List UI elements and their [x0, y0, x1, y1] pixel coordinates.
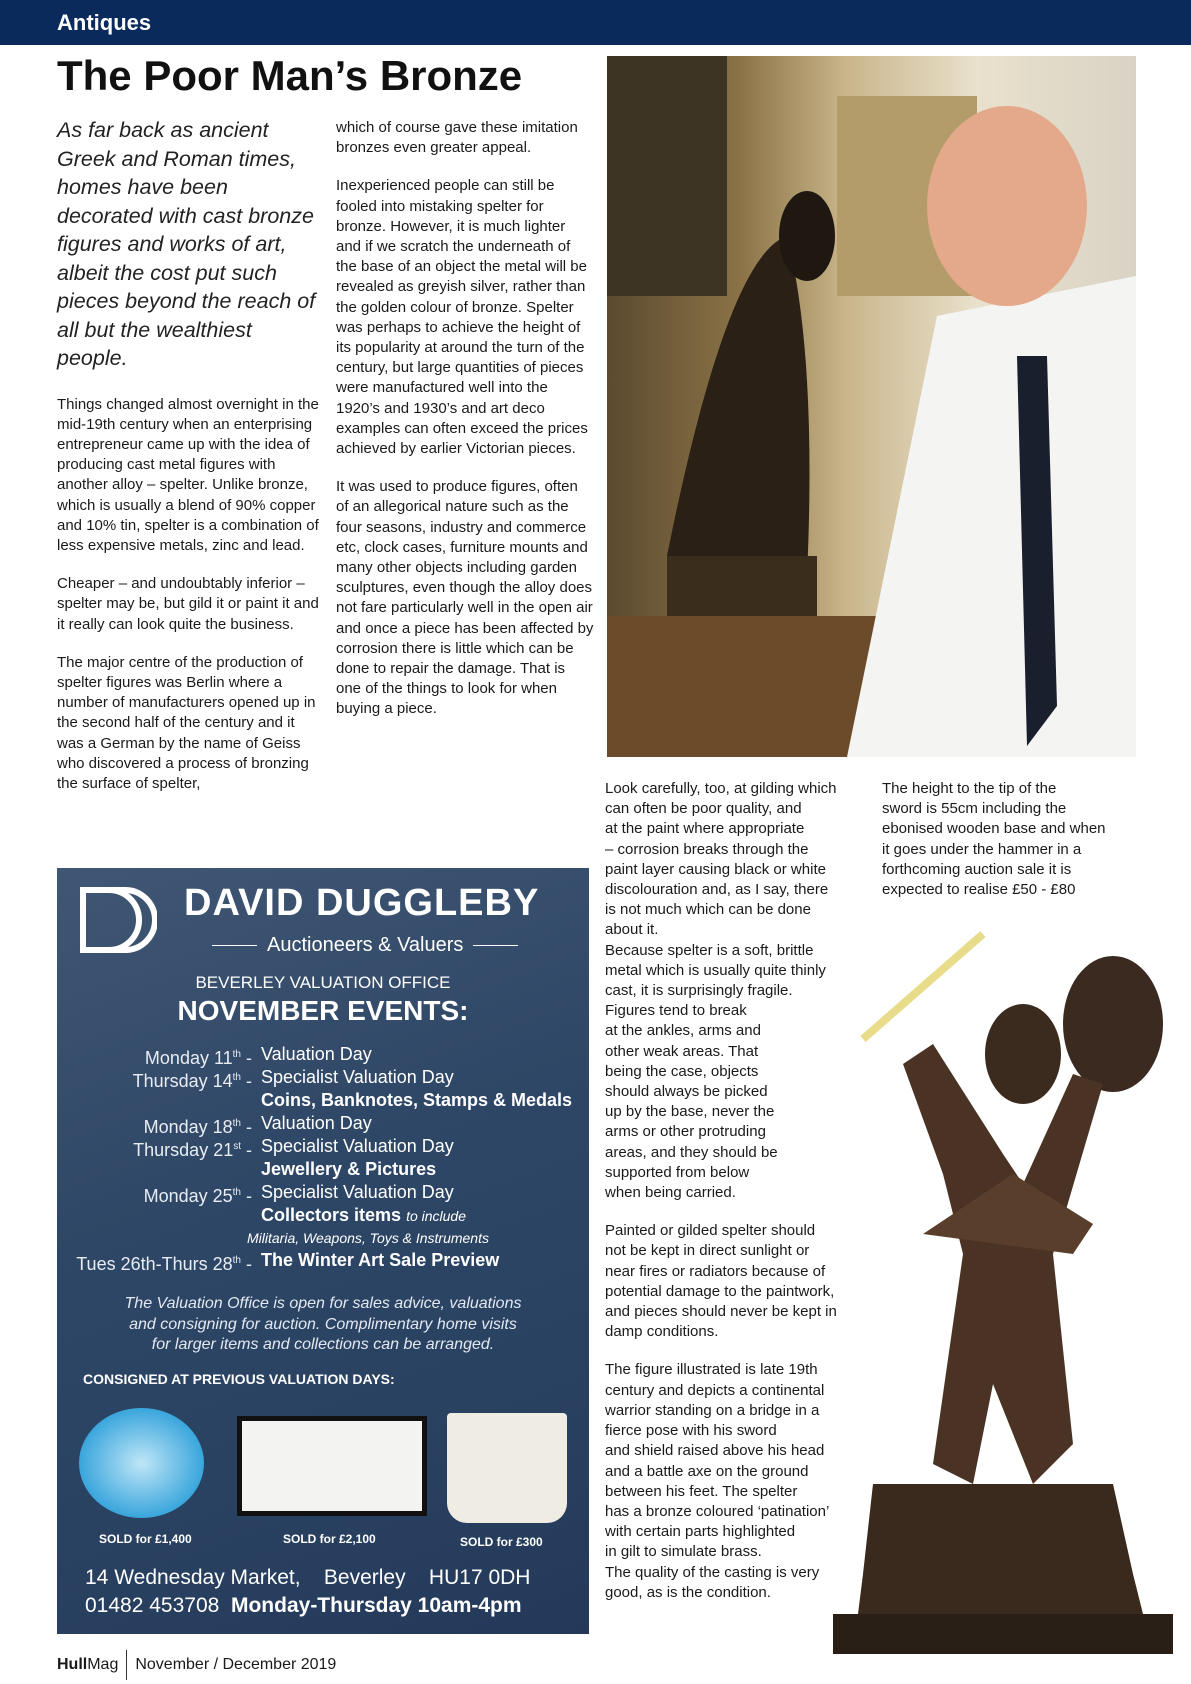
text-line: The figure illustrated is late 19th: [605, 1361, 818, 1379]
text-line: should always be picked: [605, 1083, 768, 1101]
column-4: [882, 779, 1132, 918]
sold-label: SOLD for £300: [460, 1535, 543, 1549]
ring-photo: [79, 1408, 204, 1518]
text-line: ebonised wooden base and when: [882, 820, 1106, 838]
text-line: warrior standing on a bridge in a: [605, 1401, 820, 1419]
section-banner: [0, 0, 1191, 45]
event-row: [57, 1204, 589, 1227]
paragraph: which of course gave these imitation bronzes even greater appeal.: [336, 119, 578, 157]
stamp-album-photo: [237, 1416, 427, 1516]
paragraph: [882, 779, 1132, 900]
text-line: near fires or radiators because of: [605, 1262, 826, 1280]
consigned-heading: CONSIGNED AT PREVIOUS VALUATION DAYS:: [83, 1371, 395, 1387]
paragraph: Things changed almost overnight in the mid-19th century when an enterprising entrepreneur came up with the idea of producing cast metal figures with another alloy – spelter. Unlike bronze, which is usually a blend of 90% copper and 10% tin, spelter is a combination of less expensive metals, zinc and lead.: [57, 395, 319, 554]
note-line: The Valuation Office is open for sales advice, valuations: [124, 1295, 522, 1312]
footer-brand-bold: Hull: [57, 1656, 88, 1673]
event-name: Specialist Valuation Day: [261, 1067, 454, 1087]
text-line: century and depicts a continental: [605, 1381, 825, 1399]
text-line: fierce pose with his sword: [605, 1422, 777, 1440]
event-name: The Winter Art Sale Preview: [261, 1250, 500, 1270]
footer-brand: Mag: [87, 1656, 119, 1673]
column-1: [57, 116, 319, 812]
paragraph: Inexperienced people can still be fooled into mistaking spelter for bronze. However, it is much lighter and if we scratch the underneath of the base of an object the metal will be revealed as greyish silver, rather than the golden colour of bronze. Spelter was perhaps to achieve the height of its popularity at around the turn of the century, but large quantities of pieces were manufactured well into the 1920’s and 1930’s and art deco examples can often exceed the prices achieved by earlier Victorian pieces.: [336, 177, 588, 458]
text-line: about it.: [605, 921, 659, 939]
dd-logo-icon: [79, 886, 157, 954]
event-row: [57, 1066, 589, 1089]
event-row: [57, 1089, 589, 1112]
text-line: in gilt to simulate brass.: [605, 1543, 762, 1561]
event-name: Collectors items to include: [261, 1205, 466, 1225]
event-row: [57, 1043, 589, 1066]
mug-photo: [447, 1413, 567, 1523]
text-line: arms or other protruding: [605, 1123, 766, 1141]
text-line: with certain parts highlighted: [605, 1523, 796, 1541]
article-title: The Poor Man’s Bronze: [57, 52, 523, 99]
event-row: [57, 1112, 589, 1135]
event-name: Coins, Banknotes, Stamps & Medals: [261, 1090, 573, 1110]
text-line: cast, it is surprisingly fragile.: [605, 982, 793, 1000]
event-name: Valuation Day: [261, 1044, 372, 1064]
text-line: between his feet. The spelter: [605, 1482, 798, 1500]
paragraph: It was used to produce figures, often of an allegorical nature such as the four seasons, industry and commerce etc, clock cases, furniture mounts and many other objects including garden sculptures, even though the alloy does not fare particularly well in the open air and once a piece has been affected by corrosion there is little which can be done to repair the damage. That is one of the things to look for when buying a piece.: [336, 478, 594, 718]
text-line: has a bronze coloured ‘patination’: [605, 1502, 830, 1520]
event-date: Tues 26th-Thurs 28th -: [76, 1254, 252, 1274]
paragraph: [605, 1221, 867, 1342]
note-line: for larger items and collections can be arranged.: [151, 1336, 495, 1353]
column-2: [336, 118, 594, 738]
auctioneer-photo: [607, 56, 1136, 757]
event-date: Thursday 14th -: [132, 1071, 252, 1091]
event-date: Monday 18th -: [143, 1117, 252, 1137]
sold-label: SOLD for £1,400: [99, 1532, 192, 1546]
text-line: – corrosion breaks through the: [605, 840, 809, 858]
event-row: [57, 1135, 589, 1158]
text-line: it goes under the hammer in a: [882, 840, 1082, 858]
text-line: expected to realise £50 - £80: [882, 881, 1076, 899]
ad-hours: Monday-Thursday 10am-4pm: [230, 1594, 522, 1617]
footer: [57, 1650, 336, 1680]
text-line: good, as is the condition.: [605, 1583, 771, 1601]
ad-phone: 01482 453708: [85, 1594, 220, 1617]
paragraph: Cheaper – and undoubtably inferior – spelter may be, but gild it or paint it and it really can look quite the business.: [57, 575, 319, 633]
text-line: being the case, objects: [605, 1062, 759, 1080]
text-line: damp conditions.: [605, 1323, 719, 1341]
ad-note: [57, 1294, 589, 1356]
section-label: Antiques: [57, 10, 152, 35]
text-line: when being carried.: [605, 1184, 736, 1202]
text-line: The height to the tip of the: [882, 780, 1057, 797]
event-name: Valuation Day: [261, 1113, 372, 1133]
event-name: Jewellery & Pictures: [261, 1159, 437, 1179]
event-row: [57, 1158, 589, 1181]
event-row: [57, 1181, 589, 1204]
text-line: potential damage to the paintwork,: [605, 1282, 835, 1300]
paragraph: [605, 779, 867, 1203]
text-line: forthcoming auction sale it is: [882, 860, 1072, 878]
event-name: Militaria, Weapons, Toys & Instruments: [247, 1230, 489, 1246]
ad-tagline: Auctioneers & Valuers: [267, 934, 464, 956]
text-line: and shield raised above his head: [605, 1442, 825, 1460]
text-line: and a battle axe on the ground: [605, 1462, 809, 1480]
note-line: and consigning for auction. Complimentary home visits: [129, 1315, 517, 1333]
text-line: can often be poor quality, and: [605, 800, 802, 818]
event-row: [57, 1227, 589, 1250]
footer-divider: [126, 1650, 127, 1680]
text-line: paint layer causing black or white: [605, 860, 826, 878]
intro-text: As far back as ancient Greek and Roman times, homes have been decorated with cast bronze figures and works of art, albeit the cost put such pieces beyond the reach of all but the wealthiest people.: [57, 118, 316, 370]
text-line: supported from below: [605, 1163, 750, 1181]
ad-brand: DAVID DUGGLEBY: [184, 882, 540, 924]
text-line: at the paint where appropriate: [605, 820, 805, 838]
ad-office: BEVERLEY VALUATION OFFICE: [195, 973, 451, 992]
paragraph: [605, 1360, 867, 1602]
event-date: Monday 11th -: [144, 1048, 252, 1068]
event-date: Monday 25th -: [143, 1186, 252, 1206]
text-line: sword is 55cm including the: [882, 800, 1067, 818]
text-line: Figures tend to break: [605, 1002, 747, 1020]
event-row: [57, 1249, 589, 1272]
column-3: [605, 779, 867, 1621]
text-line: up by the base, never the: [605, 1103, 775, 1121]
text-line: at the ankles, arms and: [605, 1022, 761, 1040]
ad-address: 14 Wednesday Market, Beverley HU17 0DH: [85, 1566, 531, 1589]
text-line: metal which is usually quite thinly: [605, 961, 826, 979]
paragraph: The major centre of the production of spelter figures was Berlin where a number of manufacturers opened up in the second half of the century and it was a German by the name of Geiss who discovered a process of bronzing the surface of spelter,: [57, 653, 316, 792]
text-line: other weak areas. That: [605, 1042, 759, 1060]
text-line: The quality of the casting is very: [605, 1563, 820, 1581]
sold-label: SOLD for £2,100: [283, 1532, 376, 1546]
text-line: areas, and they should be: [605, 1143, 778, 1161]
event-name: Specialist Valuation Day: [261, 1182, 454, 1202]
text-line: Painted or gilded spelter should: [605, 1222, 816, 1240]
footer-issue: November / December 2019: [135, 1656, 337, 1673]
event-name: Specialist Valuation Day: [261, 1136, 454, 1156]
david-duggleby-advert[interactable]: [57, 868, 589, 1634]
text-line: Look carefully, too, at gilding which: [605, 780, 837, 797]
text-line: and pieces should never be kept in: [605, 1303, 837, 1321]
ad-heading: NOVEMBER EVENTS:: [177, 995, 469, 1026]
text-line: is not much which can be done: [605, 901, 811, 919]
text-line: Because spelter is a soft, brittle: [605, 941, 814, 959]
text-line: discolouration and, as I say, there: [605, 881, 829, 899]
text-line: not be kept in direct sunlight or: [605, 1242, 810, 1260]
event-date: Thursday 21st -: [133, 1140, 252, 1160]
